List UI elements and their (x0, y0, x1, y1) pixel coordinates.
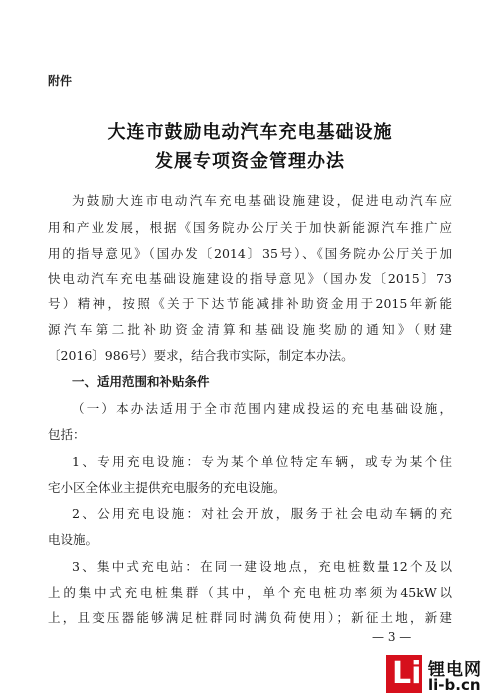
body-line: 宅小区全体业主提供充电服务的充电设施。 (48, 480, 286, 495)
watermark-logo (386, 655, 422, 693)
section-heading: 一、适用范围和补贴条件 (72, 374, 210, 389)
body-line: 上，且变压器能够满足桩群同时满负荷使用）；新征土地，新建 (48, 610, 452, 625)
document-title-line-1: 大连市鼓励电动汽车充电基础设施 (107, 122, 393, 143)
body-line: 快电动汽车充电基础设施建设的指导意见》（国办发〔2015〕73 (48, 271, 452, 286)
body-line: 1、专用充电设施：专为某个单位特定车辆，或专为某个住 (72, 454, 452, 469)
body-line: 3、集中式充电站：在同一建设地点，充电桩数量12个及以 (72, 559, 452, 574)
annex-label: 附件 (48, 74, 73, 88)
body-line: 用和产业发展，根据《国务院办公厅关于加快新能源汽车推广应 (48, 220, 452, 235)
body-line: 为鼓励大连市电动汽车充电基础设施建设，促进电动汽车应 (72, 193, 452, 208)
document-title-line-2: 发展专项资金管理办法 (155, 151, 345, 172)
body-line: 包括： (48, 427, 86, 442)
body-line: 2、公用充电设施：对社会开放，服务于社会电动车辆的充 (72, 506, 452, 521)
body-line: 号）精神，按照《关于下达节能减排补助资金用于2015年新能 (48, 296, 452, 311)
body-line: 上的集中式充电桩集群（其中，单个充电桩功率须为45kW以 (48, 585, 452, 600)
watermark-site-url: li-b.cn (428, 676, 481, 694)
body-line: 电设施。 (48, 532, 99, 547)
body-line: 源汽车第二批补助资金清算和基础设施奖励的通知》（财建 (48, 322, 452, 337)
page-number: — 3 — (372, 630, 412, 644)
body-line: 〔2016〕986号）要求，结合我市实际，制定本办法。 (48, 348, 354, 363)
body-line: （一）本办法适用于全市范围内建成投运的充电基础设施， (72, 401, 452, 416)
watermark-logo-letter: Li (392, 656, 422, 691)
watermark-site-name: 锂电网 (428, 660, 482, 680)
body-line: 用的指导意见》（国办发〔2014〕35号）、《国务院办公厅关于加 (48, 246, 452, 261)
